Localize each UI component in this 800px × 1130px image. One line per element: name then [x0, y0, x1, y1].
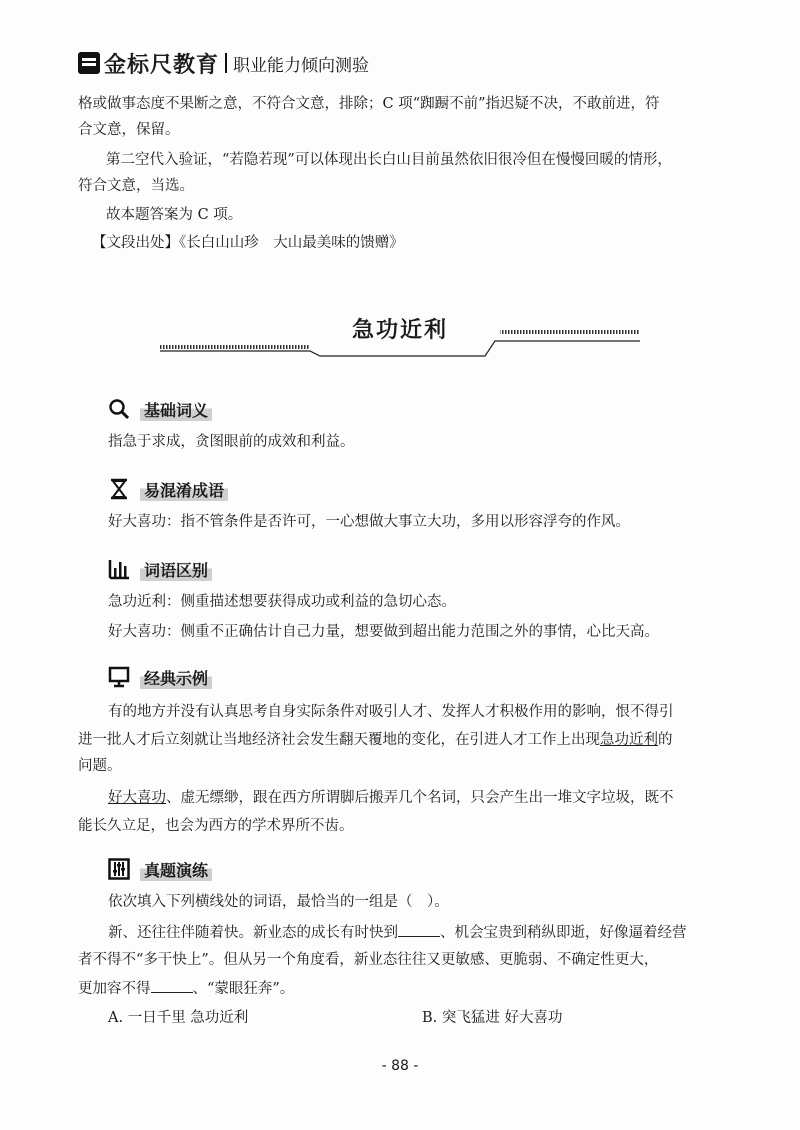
- section-diff-heading: [108, 556, 212, 582]
- section-practice-heading: [108, 856, 212, 882]
- brand-name: 金标尺教育: [104, 52, 220, 78]
- monitor-icon: [108, 666, 130, 688]
- section-diff-label: 词语区别: [140, 558, 212, 581]
- intro-source: 【文段出处】《长白山山珍 大山最美味的馈赠》: [92, 235, 404, 251]
- section-basic-label: 基础词义: [140, 398, 212, 421]
- intro-line-2: 合文意，保留。: [78, 122, 180, 138]
- basic-definition: 指急于求成，贪图眼前的成效和利益。: [108, 434, 355, 450]
- page-number: - 88 -: [381, 1058, 419, 1074]
- example-1-text-b: 的: [658, 732, 673, 748]
- section-example-label: 经典示例: [140, 666, 212, 689]
- bar-chart-icon: [108, 558, 130, 580]
- magnifier-icon: [108, 398, 130, 420]
- example-1-highlight: 急功近利: [600, 732, 658, 748]
- hourglass-icon: [108, 478, 130, 500]
- page-title: 急功近利: [352, 318, 449, 343]
- answer-blank-1: [398, 922, 440, 937]
- practice-text-c: 更加容不得: [78, 981, 151, 997]
- section-confuse-heading: [108, 476, 228, 502]
- example-2-line-2: 能长久立足，也会为西方的学术界所不齿。: [78, 818, 354, 834]
- section-example-heading: [108, 664, 212, 690]
- section-practice-label: 真题演练: [140, 858, 212, 881]
- section-basic-heading: [108, 396, 212, 422]
- practice-passage-line-3: [78, 978, 294, 999]
- intro-answer: 故本题答案为 C 项。: [106, 207, 243, 223]
- sliders-icon: [108, 858, 130, 880]
- brand-logo-icon: [78, 52, 100, 74]
- intro-line-4: 符合文意，当选。: [78, 178, 194, 194]
- example-1-line-3: 问题。: [78, 758, 122, 774]
- practice-passage-line-2: 者不得不“多干快上”。但从另一个角度看，新业态往往又更敏感、更脆弱、不确定性更大，: [78, 952, 659, 968]
- diff-line-2: 好大喜功：侧重不正确估计自己力量，想要做到超出能力范围之外的事情，心比天高。: [108, 624, 659, 640]
- intro-line-1: 格或做事态度不果断之意，不符合文意，排除；C 项“踟蹰不前”指迟疑不决，不敢前进，符: [78, 96, 660, 112]
- diff-line-1: 急功近利：侧重描述想要获得成功或利益的急切心态。: [108, 594, 456, 610]
- example-2-highlight: 好大喜功: [108, 790, 166, 806]
- confuse-definition: 好大喜功：指不管条件是否许可，一心想做大事立大功，多用以形容浮夸的作风。: [108, 514, 630, 530]
- option-b: B. 突飞猛进 好大喜功: [422, 1010, 563, 1026]
- page-header: [78, 48, 369, 78]
- example-1-line-1: 有的地方并没有认真思考自身实际条件对吸引人才、发挥人才积极作用的影响，恨不得引: [108, 704, 674, 720]
- option-a: A. 一日千里 急功近利: [108, 1010, 249, 1026]
- answer-blank-2: [151, 978, 193, 993]
- practice-text-b: 、机会宝贵到稍纵即逝，好像逼着经营: [440, 925, 687, 941]
- example-1-text-a: 进一批人才后立刻就让当地经济社会发生翻天覆地的变化，在引进人才工作上出现: [78, 732, 600, 748]
- example-1-line-2: [78, 730, 673, 750]
- section-confuse-label: 易混淆成语: [140, 478, 228, 501]
- header-divider: [225, 53, 227, 73]
- practice-passage-line-1: [108, 922, 687, 943]
- practice-text-a: 新、还往往伴随着快。新业态的成长有时快到: [108, 925, 398, 941]
- example-2-text: 、虚无缥缈，跟在西方所谓脚后搬弄几个名词，只会产生出一堆文字垃圾，既不: [166, 790, 674, 806]
- example-2-line-1: [108, 788, 674, 808]
- practice-question: 依次填入下列横线处的词语，最恰当的一组是（ ）。: [108, 894, 449, 910]
- practice-text-d: 、“蒙眼狂奔”。: [192, 981, 295, 997]
- intro-line-3: 第二空代入验证，“若隐若现”可以体现出长白山目前虽然依旧很冷但在慢慢回暖的情形，: [106, 152, 672, 168]
- header-subtitle: 职业能力倾向测验: [233, 55, 370, 76]
